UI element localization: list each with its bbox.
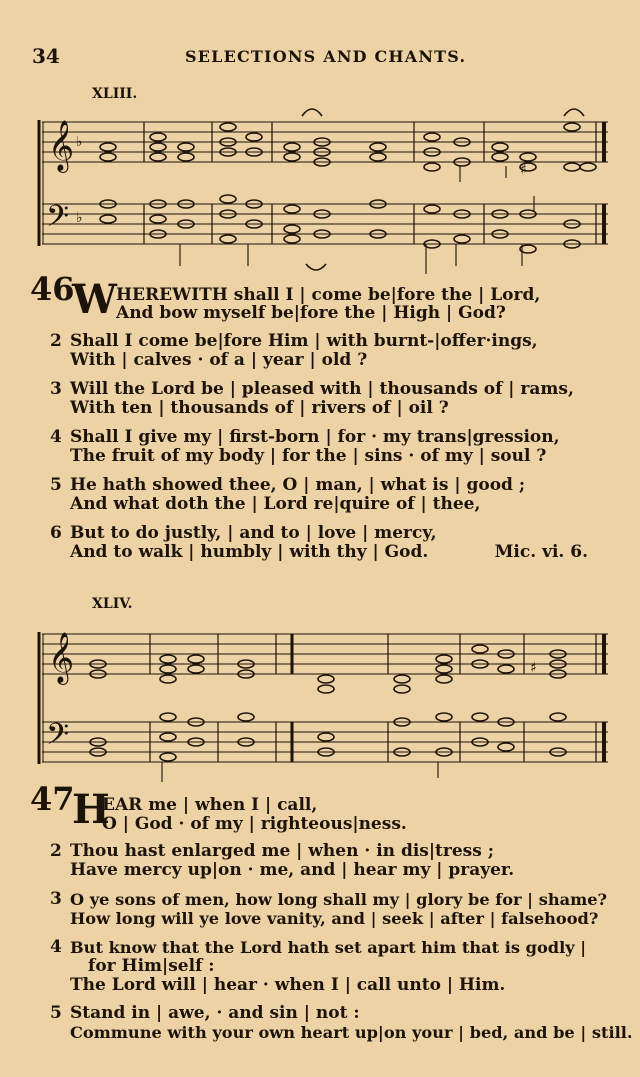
chant-xliii-score bbox=[36, 104, 612, 276]
svg-text:♯: ♯ bbox=[530, 660, 537, 676]
svg-text:♭: ♭ bbox=[76, 134, 83, 150]
verse-line: With ten | thousands of | rivers of | oil ? bbox=[70, 398, 449, 418]
verse-number: 5 bbox=[50, 475, 62, 495]
svg-text:𝄞: 𝄞 bbox=[48, 120, 75, 171]
verse-number: 2 bbox=[50, 331, 62, 351]
verse-line: And to walk | humbly | with thy | God. bbox=[70, 542, 429, 562]
verse-line: O | God · of my | righteous|ness. bbox=[102, 814, 407, 834]
verse-line: Shall I give my | first-born | for · my trans|gression, bbox=[70, 427, 560, 447]
psalm-number: 46 bbox=[30, 270, 75, 308]
running-head: SELECTIONS AND CHANTS. bbox=[185, 47, 467, 66]
verse-line: How long will ye love vanity, and | seek | after | falsehood? bbox=[70, 909, 599, 928]
verse-number: 3 bbox=[50, 379, 62, 399]
verse-line: And what doth the | Lord re|quire of | thee, bbox=[70, 494, 481, 514]
verse-line: The fruit of my body | for the | sins · of my | soul ? bbox=[70, 446, 547, 466]
chant-xliv-score bbox=[36, 618, 612, 788]
verse-line: Will the Lord be | pleased with | thousands of | rams, bbox=[70, 379, 574, 399]
verse-line: Have mercy up|on · me, and | hear my | prayer. bbox=[70, 860, 515, 880]
verse-number: 5 bbox=[50, 1003, 62, 1023]
verse-line: But know that the Lord hath set apart him that is godly | bbox=[70, 938, 587, 957]
verse-line: for Him|self : bbox=[88, 956, 215, 976]
verse-line: Shall I come be|fore Him | with burnt-|offer·ings, bbox=[70, 331, 538, 351]
verse-line: Commune with your own heart up|on your | bed, and be | still. bbox=[70, 1023, 633, 1042]
verse-line: O ye sons of men, how long shall my | glory be for | shame? bbox=[70, 890, 607, 909]
psalm-number: 47 bbox=[30, 780, 75, 818]
page-header bbox=[0, 44, 640, 70]
verse-number: 3 bbox=[50, 889, 62, 909]
verse-line: EAR me | when I | call, bbox=[102, 795, 318, 815]
verse-line: The Lord will | hear · when I | call unto | Him. bbox=[70, 975, 506, 995]
svg-text:♯: ♯ bbox=[520, 162, 527, 178]
verse-line: But to do justly, | and to | love | mercy, bbox=[70, 523, 437, 543]
svg-text:♭: ♭ bbox=[76, 210, 83, 226]
verse-number: 2 bbox=[50, 841, 62, 861]
verse-line: Stand in | awe, · and sin | not : bbox=[70, 1003, 360, 1023]
verse-line: And bow myself be|fore the | High | God? bbox=[116, 303, 506, 323]
chant-number: XLIV. bbox=[92, 596, 133, 612]
verse-line: With | calves · of a | year | old ? bbox=[70, 350, 368, 370]
scripture-reference: Mic. vi. 6. bbox=[494, 542, 588, 562]
page-number: 34 bbox=[32, 44, 60, 68]
verse-number: 4 bbox=[50, 427, 62, 447]
drop-cap: W bbox=[72, 276, 117, 323]
chant-number: XLIII. bbox=[92, 86, 138, 102]
svg-text:𝄢: 𝄢 bbox=[46, 200, 70, 241]
verse-line: HEREWITH shall I | come be|fore the | Lord, bbox=[116, 285, 541, 305]
verse-line: Thou hast enlarged me | when · in dis|tress ; bbox=[70, 841, 495, 861]
verse-number: 6 bbox=[50, 523, 62, 543]
svg-text:𝄞: 𝄞 bbox=[48, 632, 75, 683]
svg-text:𝄢: 𝄢 bbox=[46, 718, 70, 759]
verse-number: 4 bbox=[50, 937, 62, 957]
verse-line: He hath showed thee, O | man, | what is | good ; bbox=[70, 475, 526, 495]
drop-cap: H bbox=[72, 786, 110, 833]
